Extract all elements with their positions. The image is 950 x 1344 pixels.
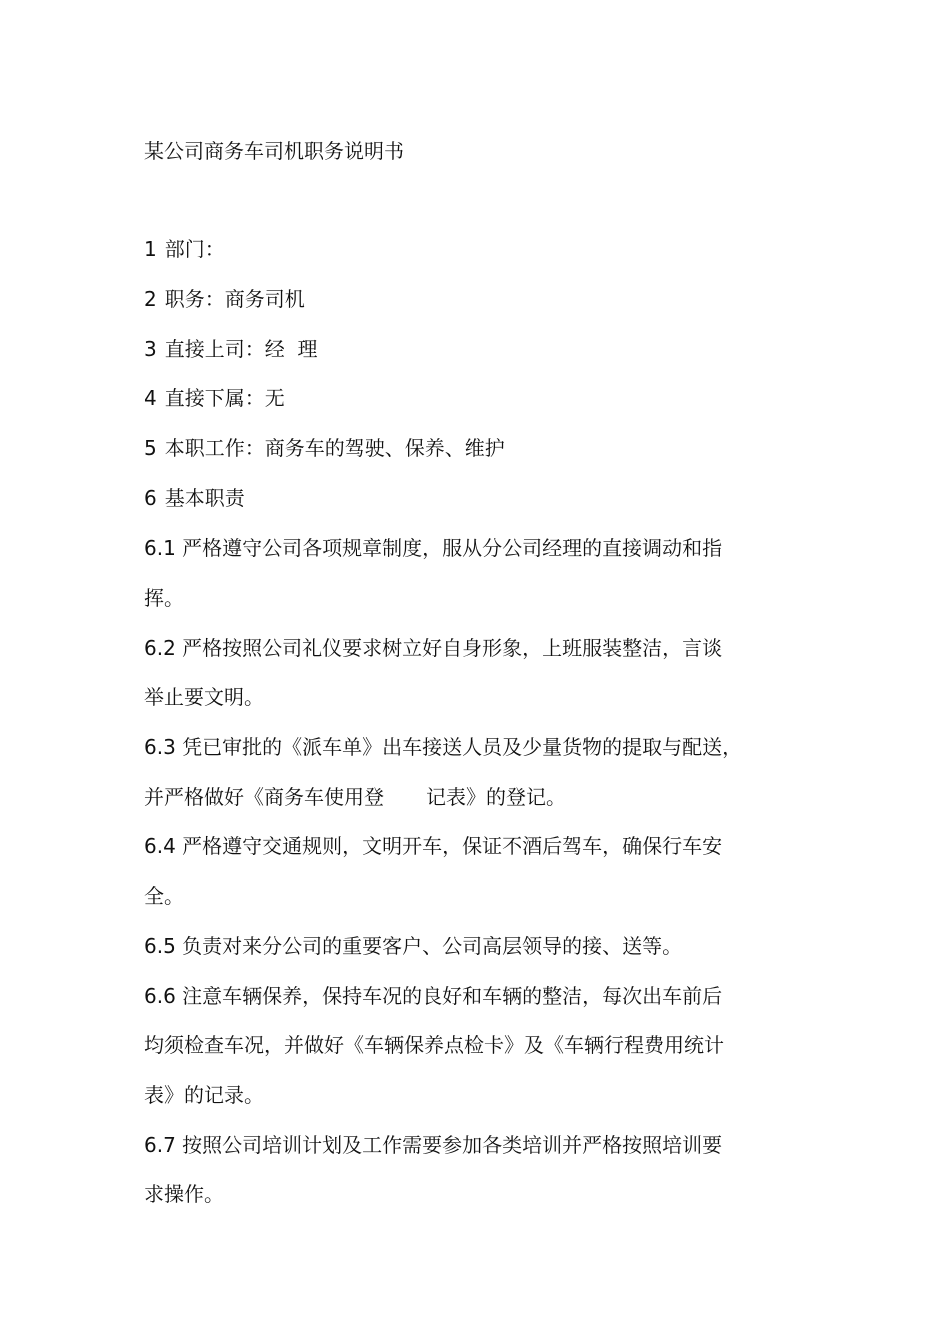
item-text: 本职工作：商务车的驾驶、保养、维护: [164, 436, 505, 460]
item-text: 直接上司：经 理: [164, 337, 318, 361]
duty-6-7-line-2: 求操作。: [144, 1182, 224, 1206]
item-number: 3: [144, 337, 157, 361]
item-number: 5: [144, 436, 157, 460]
item-number: 6: [144, 486, 157, 510]
item-number: 2: [144, 287, 157, 311]
duty-6-1-line-2: 挥。: [144, 586, 184, 610]
duty-6-6-line-1: 6.6 注意车辆保养，保持车况的良好和车辆的整洁，每次出车前后: [144, 984, 723, 1008]
item-text: 直接下属：无: [164, 386, 285, 410]
duty-6-6-line-3: 表》的记录。: [144, 1083, 264, 1107]
document-title: 某公司商务车司机职务说明书: [144, 139, 404, 163]
duty-6-3-line-1: 6.3 凭已审批的《派车单》出车接送人员及少量货物的提取与配送，: [144, 735, 743, 759]
item-text: 基本职责: [164, 486, 245, 510]
duty-6-2-line-1: 6.2 严格按照公司礼仪要求树立好自身形象，上班服装整洁，言谈: [144, 636, 723, 660]
item-number: 1: [144, 237, 157, 261]
item-number: 4: [144, 386, 157, 410]
duty-6-3-line-2: [144, 783, 566, 811]
duty-6-7-line-1: 6.7 按照公司培训计划及工作需要参加各类培训并严格按照培训要: [144, 1133, 723, 1157]
item-department: [144, 235, 225, 263]
item-text: 职务：商务司机: [164, 287, 305, 311]
duty-6-1-line-1: 6.1 严格遵守公司各项规章制度，服从分公司经理的直接调动和指: [144, 536, 723, 560]
item-basic-duties: [144, 484, 245, 512]
duty-text: 并严格做好《商务车使用登: [144, 785, 384, 809]
item-position: [144, 285, 305, 313]
duty-6-4-line-1: 6.4 严格遵守交通规则，文明开车，保证不酒后驾车，确保行车安: [144, 834, 723, 858]
duty-6-2-line-2: 举止要文明。: [144, 685, 264, 709]
duty-6-4-line-2: 全。: [144, 884, 184, 908]
duty-6-6-line-2: 均须检查车况，并做好《车辆保养点检卡》及《车辆行程费用统计: [144, 1033, 724, 1057]
item-supervisor: [144, 335, 317, 363]
duty-text: 记表》的登记。: [426, 785, 566, 809]
item-subordinate: [144, 384, 285, 412]
item-text: 部门：: [164, 237, 225, 261]
duty-6-5-line-1: 6.5 负责对来分公司的重要客户、公司高层领导的接、送等。: [144, 934, 683, 958]
item-main-work: [144, 434, 505, 462]
